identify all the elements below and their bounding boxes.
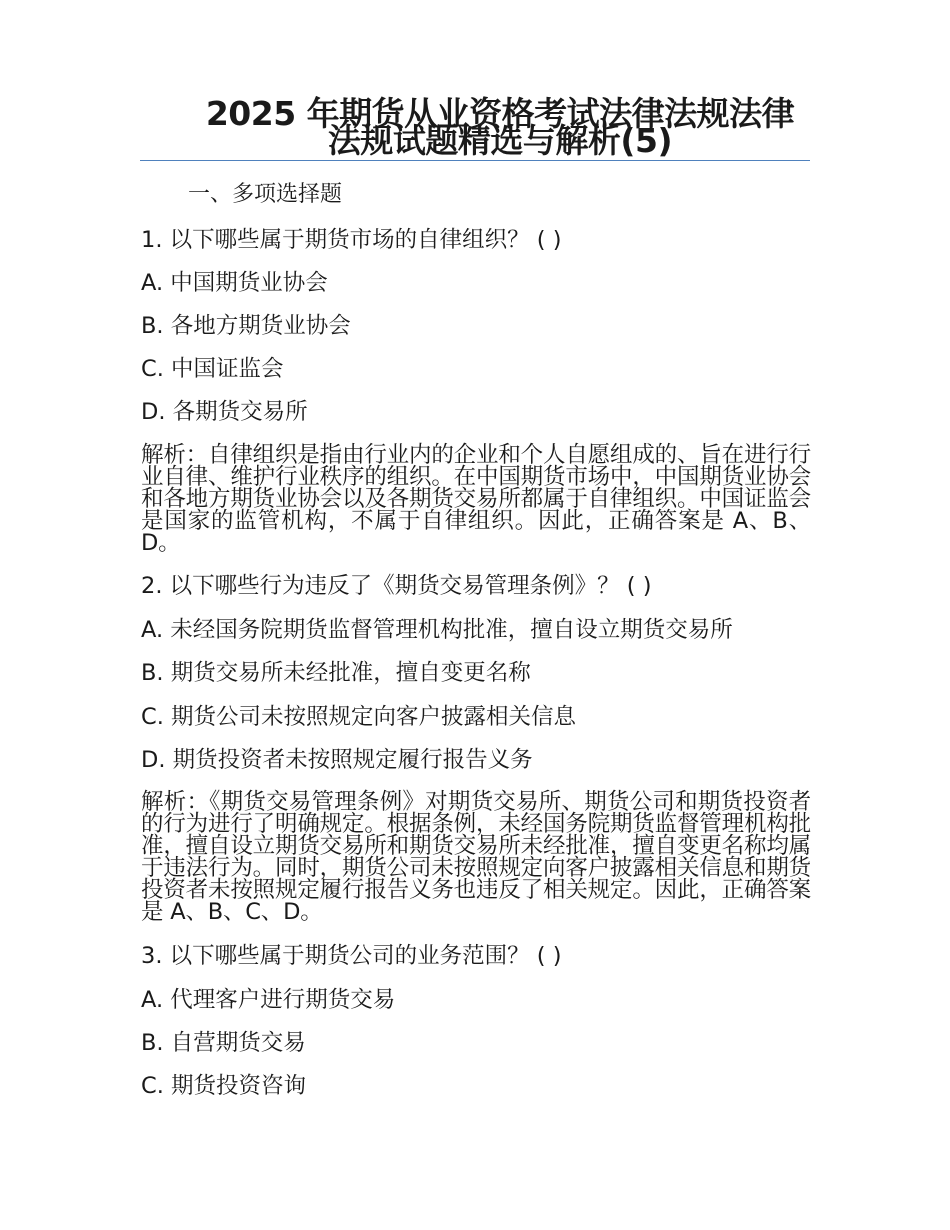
- question-option: A. 代理客户进行期货交易: [141, 987, 396, 1013]
- question-option: C. 期货公司未按照规定向客户披露相关信息: [141, 704, 577, 730]
- question-stem: 1. 以下哪些属于期货市场的自律组织？ ( ): [141, 227, 562, 253]
- question-option: A. 中国期货业协会: [141, 270, 328, 296]
- question-analysis: 解析：《期货交易管理条例》对期货交易所、期货公司和期货投资者的行为进行了明确规定。根据条例，未经国务院期货监督管理机构批准，擅自设立期货交易所和期货交易所未经批准，擅自变更名称均属于违法行为。同时，期货公司未按照规定向客户披露相关信息和期货投资者未按照规定履行报告义务也违反了相关规定。因此，正确答案是 A、B、C、D。: [141, 789, 811, 925]
- question-option: D. 期货投资者未按照规定履行报告义务: [141, 747, 533, 773]
- question-option: B. 自营期货交易: [141, 1030, 306, 1056]
- document-title: 2025 年期货从业资格考试法律法规法律法规试题精选与解析(5): [205, 94, 795, 160]
- question-option: A. 未经国务院期货监督管理机构批准，擅自设立期货交易所: [141, 617, 733, 643]
- question-stem: 3. 以下哪些属于期货公司的业务范围？ ( ): [141, 943, 562, 969]
- question-option: C. 期货投资咨询: [141, 1073, 307, 1099]
- question-stem: 2. 以下哪些行为违反了《期货交易管理条例》？ ( ): [141, 573, 652, 599]
- question-option: D. 各期货交易所: [141, 399, 308, 425]
- question-option: B. 期货交易所未经批准，擅自变更名称: [141, 660, 531, 686]
- question-analysis: 解析：自律组织是指由行业内的企业和个人自愿组成的、旨在进行行业自律、维护行业秩序的组织。在中国期货市场中，中国期货业协会和各地方期货业协会以及各期货交易所都属于自律组织。中国证监会是国家的监管机构，不属于自律组织。因此，正确答案是 A、B、D。: [141, 442, 811, 556]
- question-option: C. 中国证监会: [141, 356, 284, 382]
- question-option: B. 各地方期货业协会: [141, 313, 351, 339]
- title-underline: [140, 160, 810, 161]
- section-heading: 一、多项选择题: [188, 182, 343, 207]
